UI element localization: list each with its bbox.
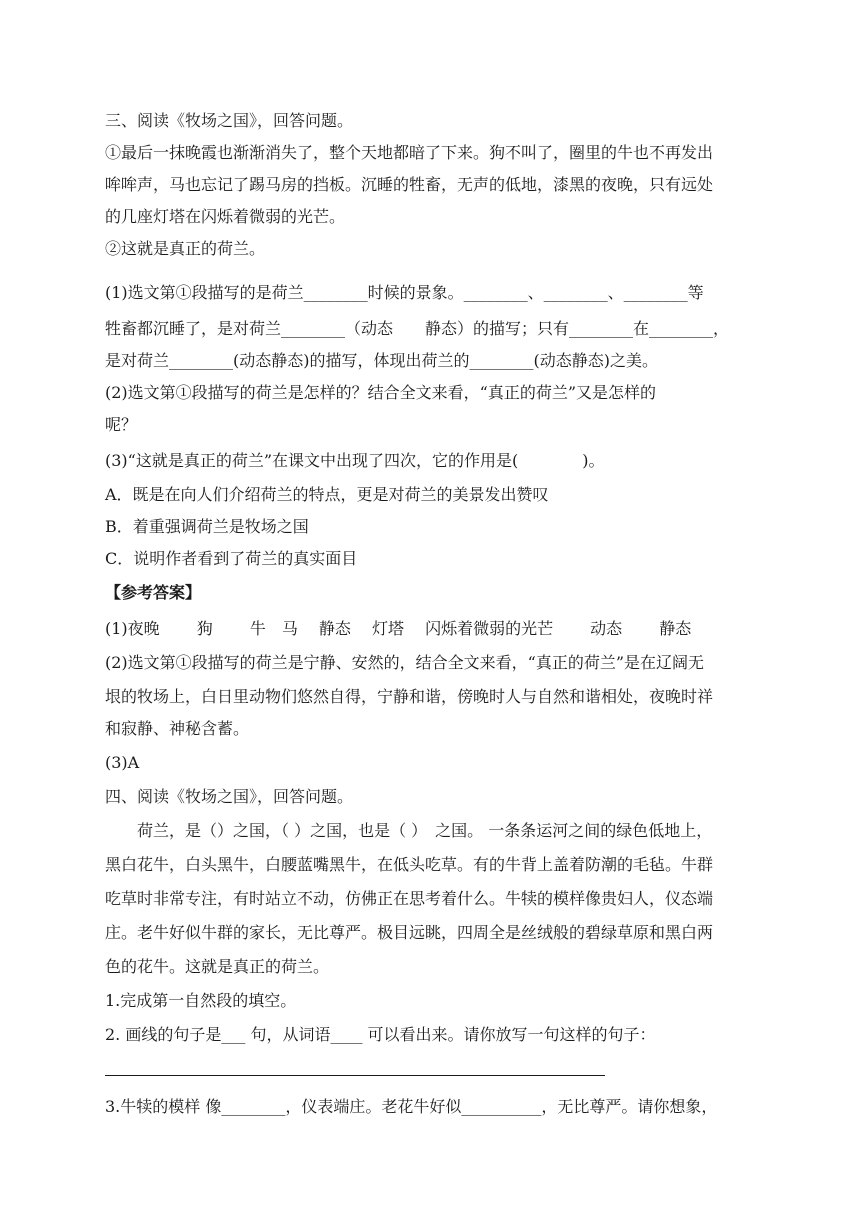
answer-line: (2)选文第①段描写的荷兰是宁静、安然的，结合全文来看，“真正的荷兰”是在辽阔无 bbox=[105, 653, 705, 672]
section4-question-3: 3.牛犊的模样 像________，仪表端庄。老花牛好似__________，无比尊严。请你想象， bbox=[105, 1097, 718, 1116]
question-1-line: 牲畜都沉睡了，是对荷兰________（动态 静态）的描写；只有________在________， bbox=[105, 319, 730, 338]
passage-line: ②这就是真正的荷兰。 bbox=[105, 239, 266, 258]
option-b: B．着重强调荷兰是牧场之国 bbox=[105, 517, 309, 536]
answer-blank-line bbox=[105, 1075, 605, 1076]
option-a: A．既是在向人们介绍荷兰的特点，更是对荷兰的美景发出赞叹 bbox=[105, 485, 549, 504]
question-3: (3)“这就是真正的荷兰”在课文中出现了四次，它的作用是( )。 bbox=[105, 451, 605, 470]
answer-heading: 【参考答案】 bbox=[105, 583, 202, 602]
passage-line: 荷兰，是（）之国，（ ）之国，也是（ ） 之国。 一条条运河之间的绿色低地上， bbox=[105, 821, 713, 840]
section4-question-2: 2. 画线的句子是___ 句，从词语____ 可以看出来。请你放写一句这样的句子： bbox=[105, 1025, 656, 1044]
question-1-line: 是对荷兰________(动态静态)的描写，体现出荷兰的________(动态静态)之美。 bbox=[105, 351, 658, 370]
answer-line: (3)A bbox=[105, 753, 140, 772]
section4-question-1: 1.完成第一自然段的填空。 bbox=[105, 991, 297, 1010]
passage-line: 哞哞声，马也忘记了踢马房的挡板。沉睡的牲畜，无声的低地，漆黑的夜晚，只有远处 bbox=[105, 175, 714, 194]
question-2-line: 呢？ bbox=[105, 415, 138, 434]
passage-line: 黑白花牛，白头黑牛，白腰蓝嘴黑牛，在低头吃草。有的牛背上盖着防潮的毛毡。牛群 bbox=[105, 855, 714, 874]
passage-line: 的几座灯塔在闪烁着微弱的光芒。 bbox=[105, 207, 346, 226]
passage-line: ①最后一抹晚霞也渐渐消失了，整个天地都暗了下来。狗不叫了，圈里的牛也不再发出 bbox=[105, 143, 714, 162]
option-c: C．说明作者看到了荷兰的真实面目 bbox=[105, 549, 358, 568]
passage-line: 色的花牛。这就是真正的荷兰。 bbox=[105, 957, 330, 976]
answer-line: 和寂静、神秘含蓄。 bbox=[105, 719, 250, 738]
section4-heading: 四、阅读《牧场之国》，回答问题。 bbox=[105, 787, 354, 806]
section3-heading: 三、阅读《牧场之国》，回答问题。 bbox=[105, 111, 354, 130]
answer-line: 垠的牧场上，白日里动物们悠然自得，宁静和谐，傍晚时人与自然和谐相处，夜晚时祥 bbox=[105, 687, 714, 706]
passage-line: 庄。老牛好似牛群的家长，无比尊严。极目远眺，四周全是丝绒般的碧绿草原和黑白两 bbox=[105, 923, 714, 942]
answer-line: (1)夜晚 狗 牛 马 静态 灯塔 闪烁着微弱的光芒 动态 静态 bbox=[105, 619, 692, 638]
passage-line: 吃草时非常专注，有时站立不动，仿佛正在思考着什么。牛犊的模样像贵妇人，仪态端 bbox=[105, 889, 714, 908]
question-1-line: (1)选文第①段描写的是荷兰________时候的景象。________、________、________等 bbox=[105, 283, 704, 302]
question-2-line: (2)选文第①段描写的荷兰是怎样的？结合全文来看，“真正的荷兰”又是怎样的 bbox=[105, 383, 657, 402]
